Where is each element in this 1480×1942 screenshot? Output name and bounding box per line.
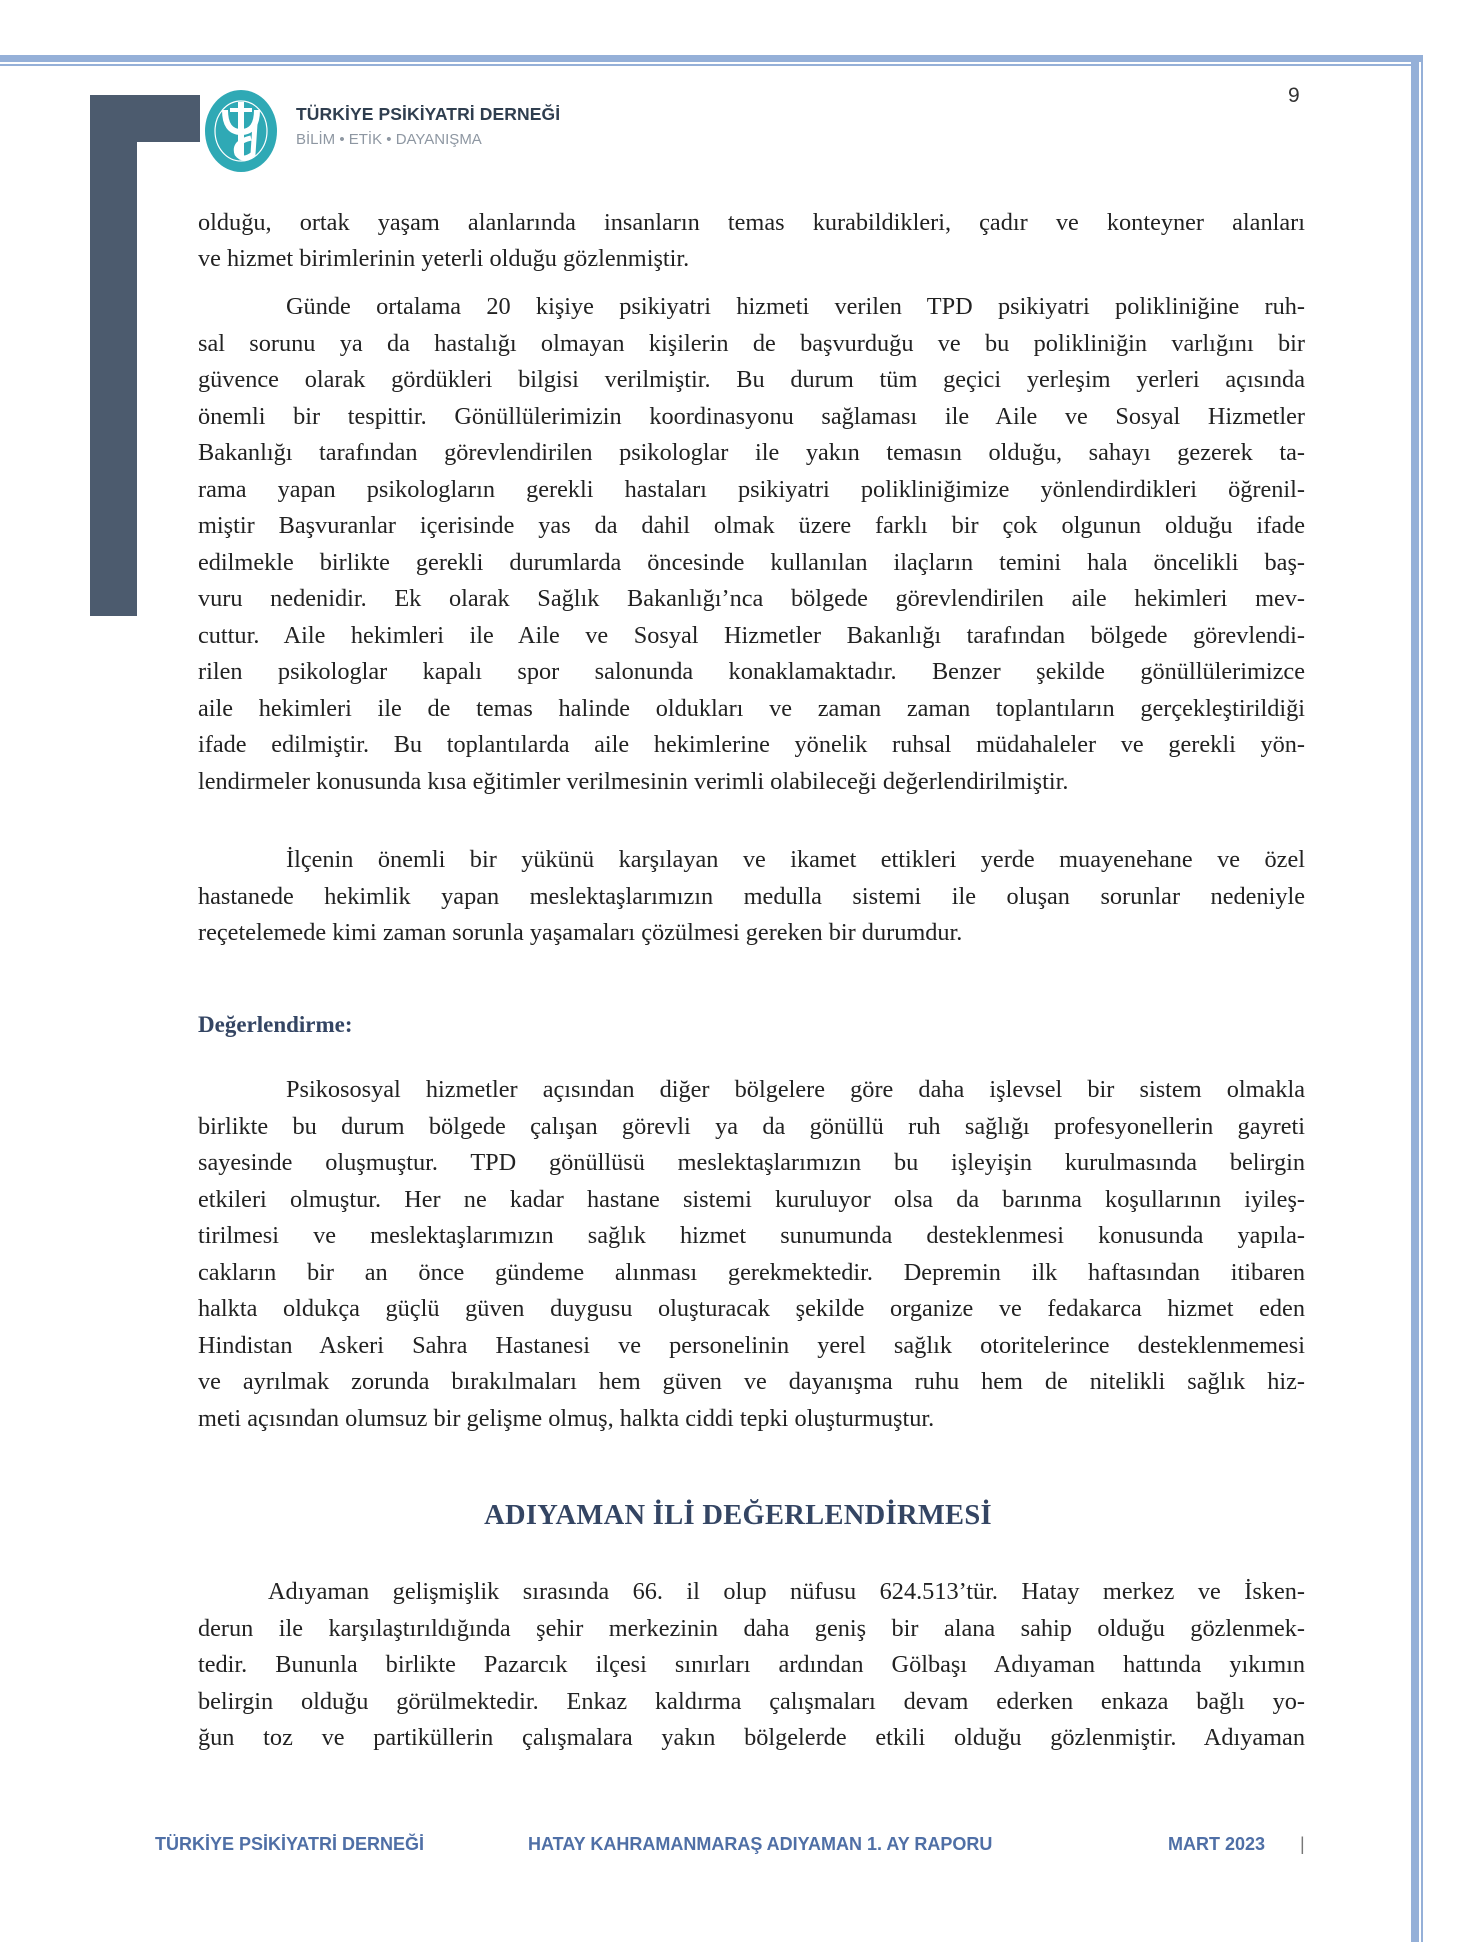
footer-org: TÜRKİYE PSİKİYATRİ DERNEĞİ (155, 1834, 425, 1854)
page-border-top (0, 55, 1421, 62)
text-line: hastanede hekimlik yapan meslektaşlarımızın medulla sistemi ile oluşan sorunlar nedeniyle (198, 882, 1305, 910)
section-title (0, 1500, 1480, 1532)
page-border-right (1411, 62, 1419, 1942)
text-line: aile hekimleri ile de temas halinde oldukları ve zaman zaman toplantıların gerçekleştirildiği (198, 694, 1305, 722)
side-accent-bar (90, 95, 137, 616)
text-line: Günde ortalama 20 kişiye psikiyatri hizmeti verilen TPD psikiyatri polikliniğine ruh- (286, 293, 1305, 320)
tpd-logo-icon (203, 88, 279, 174)
side-accent-bar-top (90, 95, 200, 142)
text-line: ğun toz ve partiküllerin çalışmalara yakın bölgelerde etkili olduğu gözlenmiştir. Adıyaman (198, 1724, 1305, 1751)
text-line: edilmekle birlikte gerekli durumlarda öncesinde kullanılan ilaçların temini hala öncelikli baş- (198, 548, 1305, 576)
text-line: ve hizmet birimlerinin yeterli olduğu gözlenmiştir. (198, 245, 690, 272)
text-line: birlikte bu durum bölgede çalışan görevli ya da gönüllü ruh sağlığı profesyonellerin gayreti (198, 1112, 1305, 1140)
text-line: lendirmeler konusunda kısa eğitimler verilmesinin verimli olabileceği değerlendirilmiştir. (198, 767, 1069, 795)
text-line: cuttur. Aile hekimleri ile Aile ve Sosyal Hizmetler Bakanlığı tarafından bölgede görevlendi- (198, 621, 1305, 649)
text-line: rilen psikologlar kapalı spor salonunda konaklamaktadır. Benzer şekilde gönüllülerimizce (198, 658, 1305, 685)
text-line: Adıyaman gelişmişlik sırasında 66. il olup nüfusu 624.513’tür. Hatay merkez ve İsken- (268, 1578, 1305, 1605)
text-line: ifade edilmiştir. Bu toplantılarda aile hekimlerine yönelik ruhsal müdahaleler ve gerekli yön- (198, 731, 1305, 758)
org-name: TÜRKİYE PSİKİYATRİ DERNEĞİ (296, 104, 561, 124)
text-line: Psikososyal hizmetler açısından diğer bölgelere göre daha işlevsel bir sistem olmakla (286, 1076, 1305, 1103)
footer-separator: | (1300, 1834, 1305, 1854)
text-line: güvence olarak gördükleri bilgisi verilmiştir. Bu durum tüm geçici yerleşim yerleri açısında (198, 366, 1305, 393)
footer-report-title: HATAY KAHRAMANMARAŞ ADIYAMAN 1. AY RAPORU (528, 1834, 993, 1854)
text-line: vuru nedenidir. Ek olarak Sağlık Bakanlığı’nca bölgede görevlendirilen aile hekimleri mev- (198, 585, 1305, 612)
text-line: belirgin olduğu görülmektedir. Enkaz kaldırma çalışmaları devam ederken enkaza bağlı yo- (198, 1687, 1305, 1715)
text-line: miştir Başvuranlar içerisinde yas da dahil olmak üzere farklı bir çok olgunun olduğu ifade (198, 512, 1305, 539)
text-line: İlçenin önemli bir yükünü karşılayan ve ikamet ettikleri yerde muayenehane ve özel (286, 846, 1305, 873)
footer-date: MART 2023 (1168, 1834, 1266, 1854)
text-line: Bakanlığı tarafından görevlendirilen psikologlar ile yakın temasın olduğu, sahayı gezerek ta- (198, 439, 1305, 466)
text-line: tedir. Bununla birlikte Pazarcık ilçesi sınırları ardından Gölbaşı Adıyaman hattında yıkımın (198, 1651, 1305, 1678)
text-line: sal sorunu ya da hastalığı olmayan kişilerin de başvurduğu ve bu polikliniğin varlığını bir (198, 329, 1305, 357)
text-line: halkta oldukça güçlü güven duygusu oluşturacak şekilde organize ve fedakarca hizmet eden (198, 1295, 1305, 1322)
text-line: tirilmesi ve meslektaşlarımızın sağlık hizmet sunumunda desteklenmesi konusunda yapıla- (198, 1222, 1305, 1249)
section-title-text: ADIYAMAN İLİ DEĞERLENDİRMESİ (484, 1500, 992, 1531)
text-line: reçetelemede kimi zaman sorunla yaşamaları çözülmesi gereken bir durumdur. (198, 919, 963, 946)
text-line: ve ayrılmak zorunda bırakılmaları hem güven ve dayanışma ruhu hem de nitelikli sağlık hiz- (198, 1368, 1305, 1395)
text-line: olduğu, ortak yaşam alanlarında insanların temas kurabildikleri, çadır ve konteyner alanları (198, 209, 1305, 236)
text-line: etkileri olmuştur. Her ne kadar hastane sistemi kuruluyor olsa da barınma koşullarının iyileş- (198, 1185, 1305, 1213)
text-line: Hindistan Askeri Sahra Hastanesi ve personelinin yerel sağlık otoritelerince desteklenmemesi (198, 1331, 1305, 1359)
org-tagline: BİLİM • ETİK • DAYANIŞMA (296, 131, 482, 148)
page-border-right-thin (1421, 55, 1423, 1942)
text-line: cakların bir an önce gündeme alınması gerekmektedir. Depremin ilk haftasından itibaren (198, 1258, 1305, 1286)
text-line: önemli bir tespittir. Gönüllülerimizin koordinasyonu sağlaması ile Aile ve Sosyal Hizmetler (198, 402, 1305, 430)
page-number: 9 (1288, 84, 1300, 107)
text-line: rama yapan psikologların gerekli hastaları psikiyatri polikliniğimize yönlendirdikleri öğrenil- (198, 475, 1305, 503)
text-line: derun ile karşılaştırıldığında şehir merkezinin daha geniş bir alana sahip olduğu gözlenmek- (198, 1614, 1305, 1642)
text-line: meti açısından olumsuz bir gelişme olmuş, halkta ciddi tepki oluşturmuştur. (198, 1404, 935, 1432)
page-border-top-thin (0, 64, 1413, 66)
text-line: sayesinde oluşmuştur. TPD gönüllüsü meslektaşlarımızın bu işleyişin kurulmasında belirgin (198, 1149, 1305, 1176)
subheading-degerlendirme: Değerlendirme: (198, 1012, 353, 1037)
